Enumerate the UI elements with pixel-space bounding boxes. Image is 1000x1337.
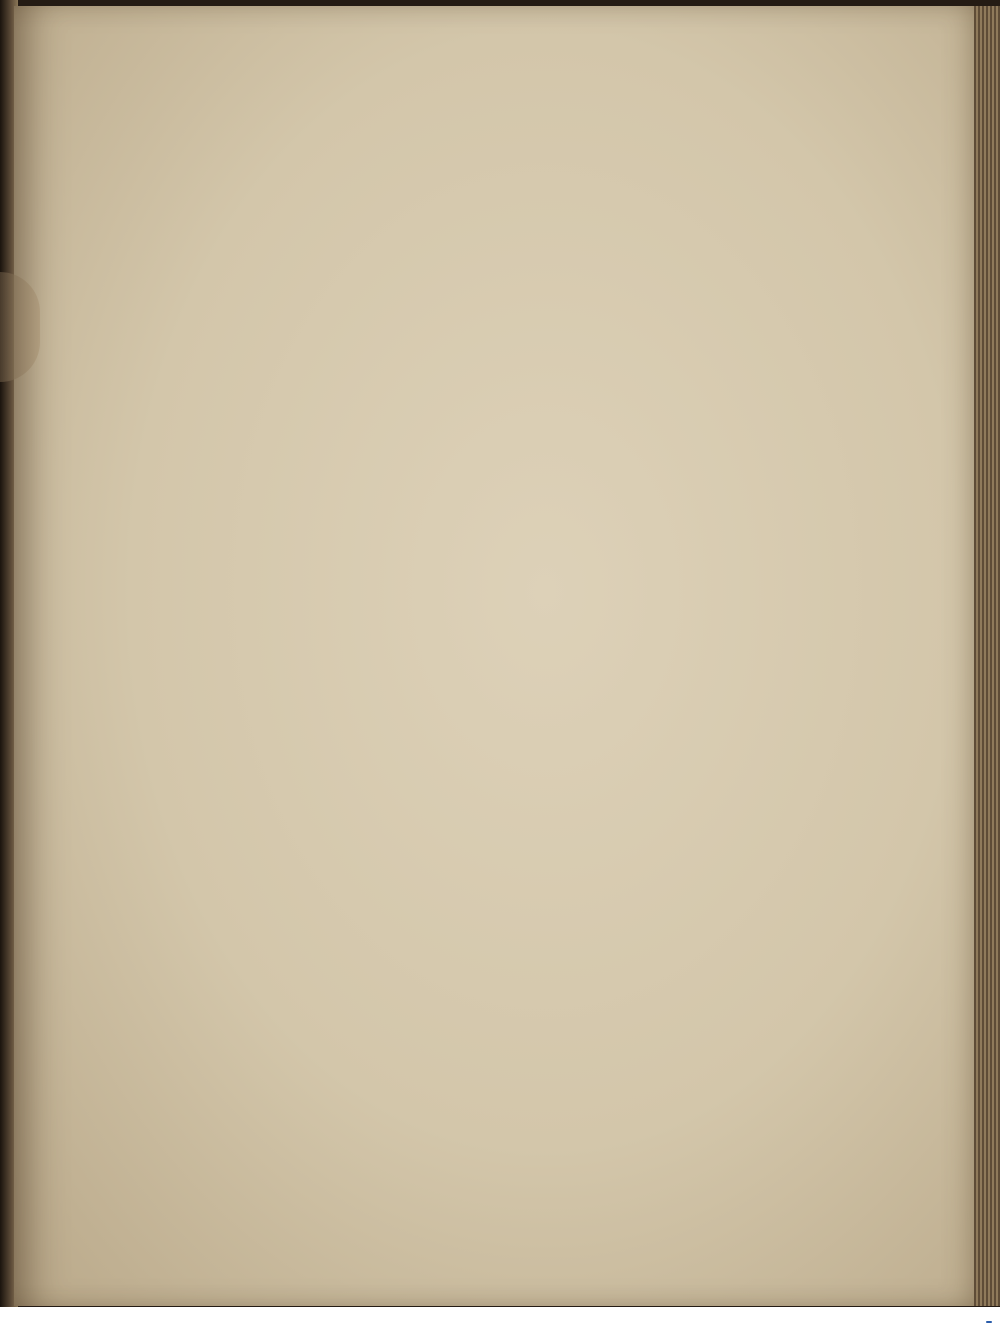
page-stack-edge — [974, 6, 1000, 1306]
digitization-footer — [0, 1307, 1000, 1337]
item-2 — [234, 159, 940, 186]
main-text — [234, 132, 940, 186]
item-1 — [234, 132, 940, 159]
book-page — [14, 6, 980, 1306]
dfg-logo — [986, 1321, 992, 1323]
